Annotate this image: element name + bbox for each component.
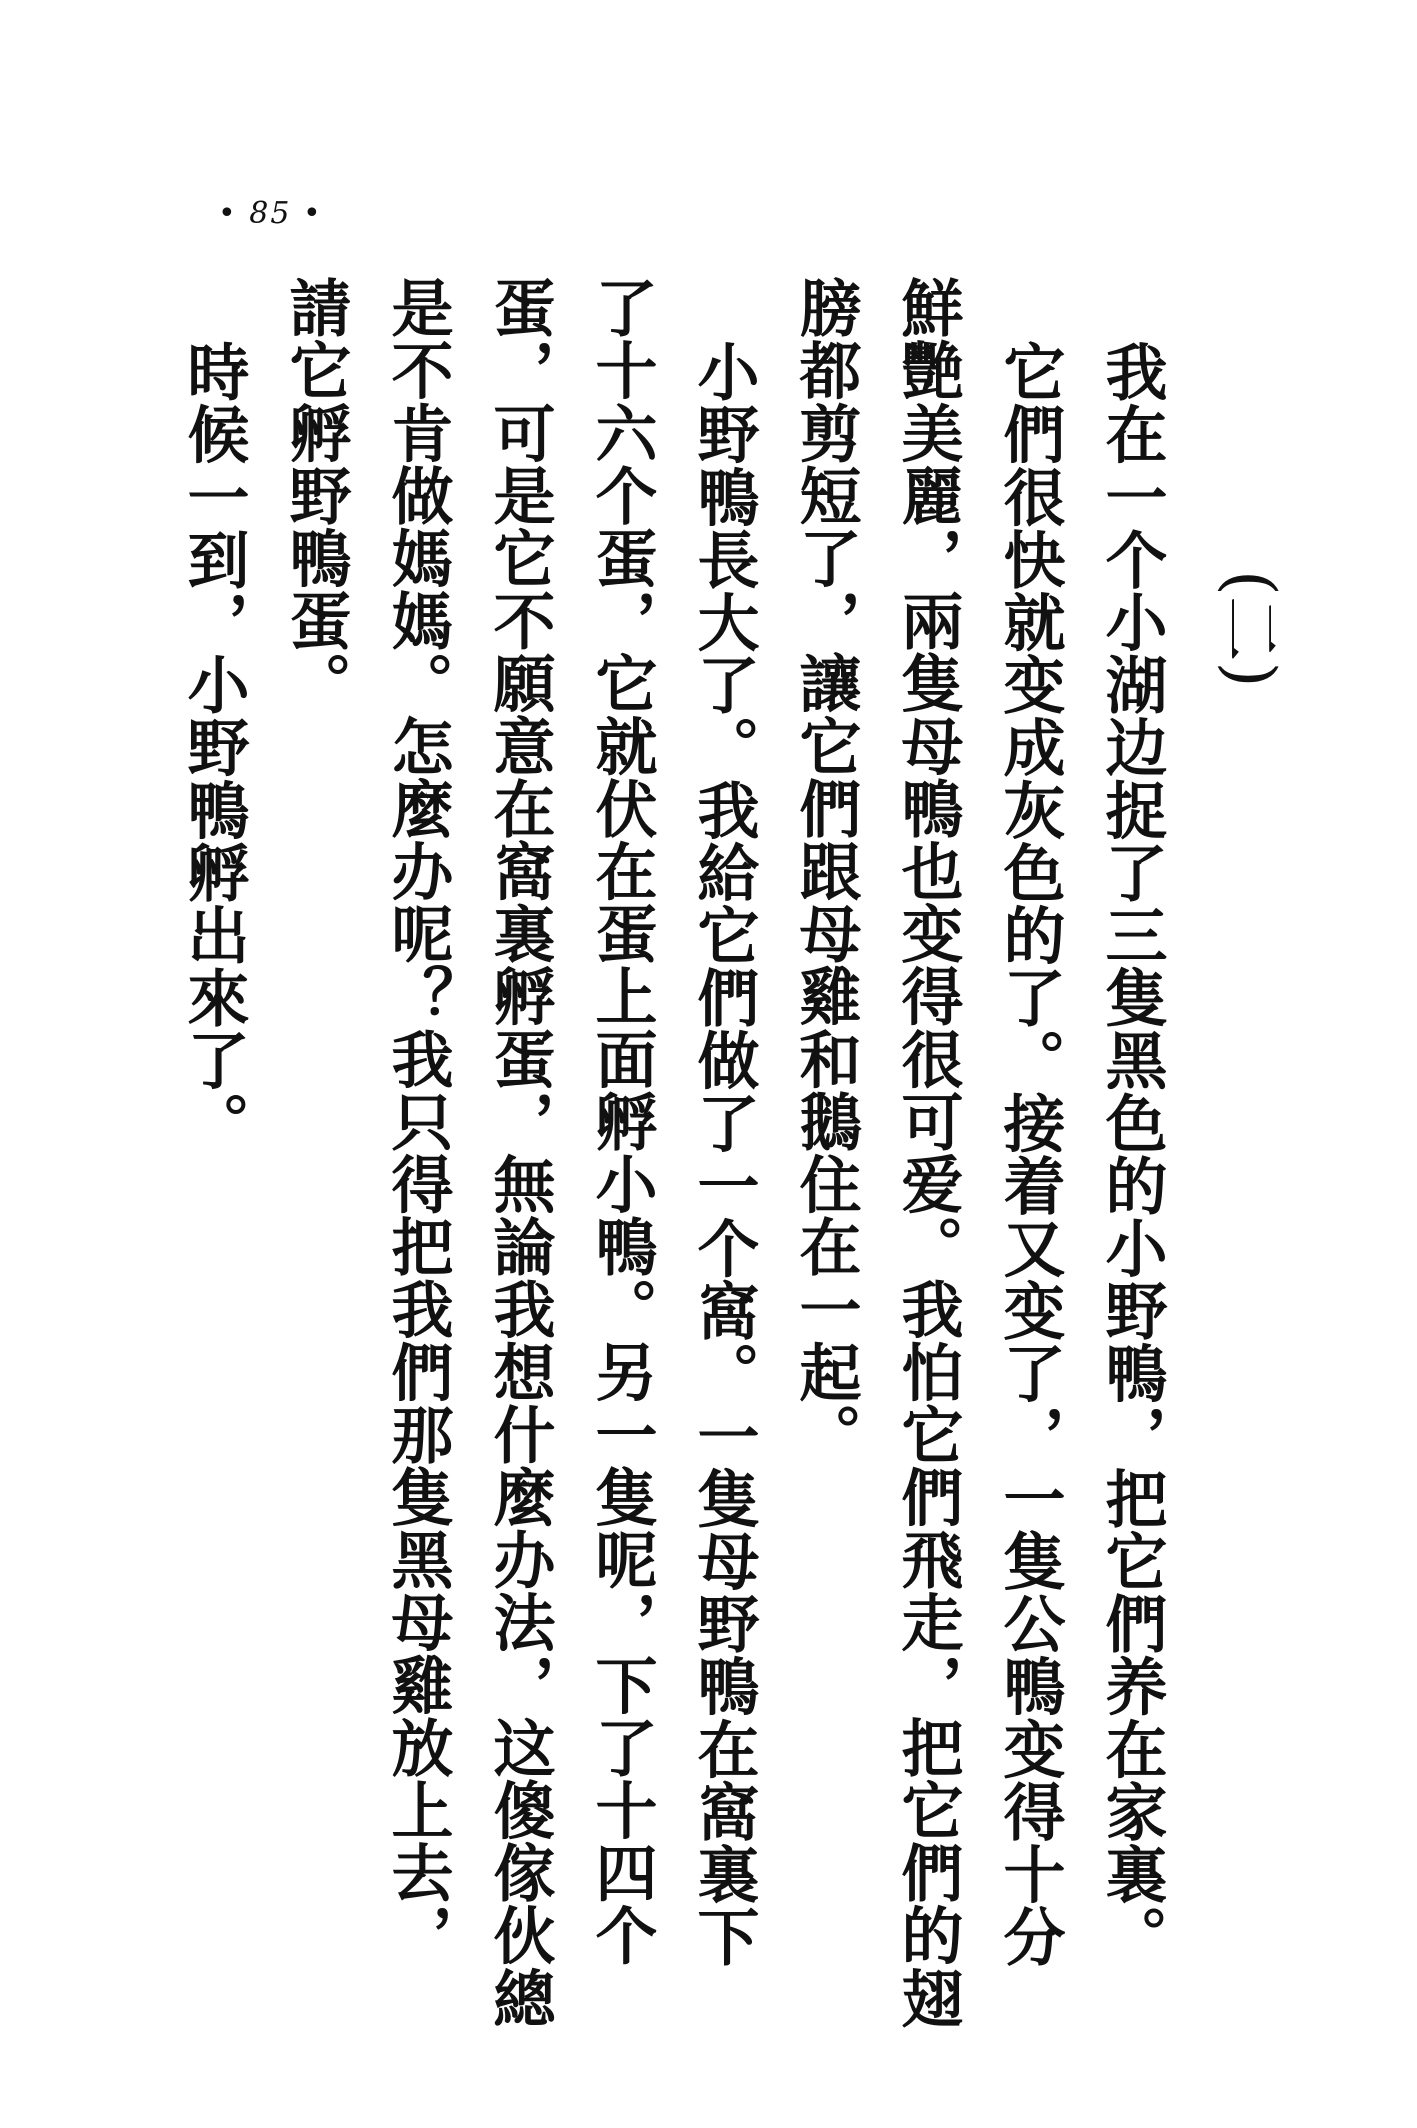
- text-column-9: 請它孵野鴨蛋。: [279, 276, 352, 715]
- chapter-heading: (二): [1212, 570, 1289, 688]
- text-column-5: 小野鴨長大了。我給它們做了一个窩。一隻母野鴨在窩裏下: [687, 340, 760, 1968]
- text-column-8: 是不肯做媽媽。怎麼办呢？我只得把我們那隻黑母雞放上去，: [381, 276, 454, 1967]
- text-column-10: 時候一到，小野鴨孵出來了。: [177, 340, 250, 1154]
- text-column-2: 它們很快就变成灰色的了。接着又变了，一隻公鴨变得十分: [993, 340, 1066, 1968]
- page-number: • 85 •: [218, 196, 323, 231]
- text-column-4: 膀都剪短了，讓它們跟母雞和鵝住在一起。: [789, 276, 862, 1466]
- text-column-1: 我在一个小湖边捉了三隻黑色的小野鴨，把它們养在家裏。: [1095, 340, 1168, 1968]
- text-column-6: 了十六个蛋，它就伏在蛋上面孵小鴨。另一隻呢，下了十四个: [585, 276, 658, 1967]
- text-column-7: 蛋，可是它不願意在窩裏孵蛋，無論我想什麼办法，这傻傢伙總: [483, 276, 556, 2029]
- text-column-3: 鮮艷美麗，兩隻母鴨也变得很可爱。我怕它們飛走，把它們的翅: [891, 276, 964, 2029]
